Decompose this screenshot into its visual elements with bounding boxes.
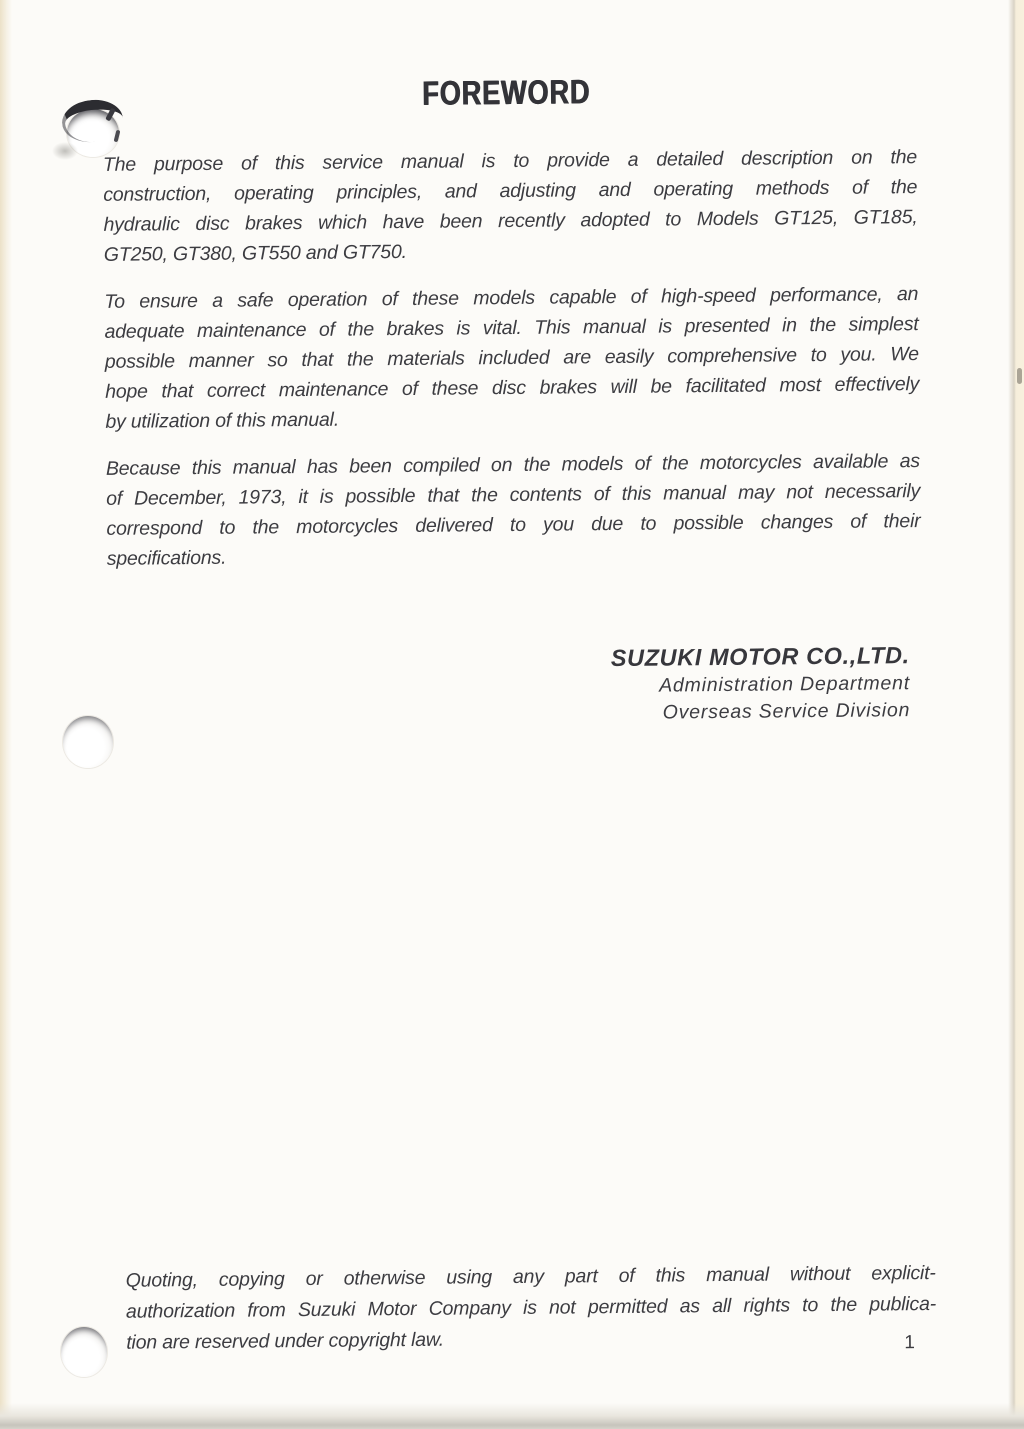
paragraph-maintenance xyxy=(104,279,919,437)
text-line: by utilization of this manual. xyxy=(105,408,340,433)
text-line: Quoting, copying or otherwise using any part of this manual without explicit- xyxy=(125,1261,936,1292)
text-line: hydraulic disc brakes which have been recently adopted to Models GT125, GT185, xyxy=(103,206,918,236)
text-line: specifications. xyxy=(106,546,227,570)
text-line: Because this manual has been compiled on the models of the motorcycles available as xyxy=(105,450,920,480)
page-title xyxy=(0,69,1018,118)
paragraph-purpose xyxy=(103,142,918,270)
text-line: correspond to the motorcycles delivered to you due to possible changes of their xyxy=(106,510,921,540)
text-line: adequate maintenance of the brakes is vital. This manual is presented in the simplest xyxy=(104,313,919,343)
text-line: GT250, GT380, GT550 and GT750. xyxy=(103,240,407,266)
text-line: tion are reserved under copyright law. xyxy=(126,1328,444,1354)
text-line: authorization from Suzuki Motor Company is not permitted as all rights to the publica- xyxy=(125,1292,937,1323)
page-title-text: FOREWORD xyxy=(422,73,591,113)
foreword-body xyxy=(103,142,921,591)
text-line: hope that correct maintenance of these disc brakes will be facilitated most effectively xyxy=(105,373,920,403)
page-number: 1 xyxy=(904,1332,916,1354)
text-line: of December, 1973, it is possible that the contents of this manual may not necessarily xyxy=(106,480,921,510)
text-line: The purpose of this service manual is to provide a detailed description on the xyxy=(102,146,918,176)
signature-block xyxy=(420,640,911,729)
text-line: construction, operating principles, and adjusting and operating methods of the xyxy=(103,176,918,206)
division-name: Overseas Service Division xyxy=(662,699,911,724)
company-name: SUZUKI MOTOR CO.,LTD. xyxy=(610,642,910,672)
department-name: Administration Department xyxy=(659,672,911,697)
text-line: possible manner so that the materials included are easily comprehensive to you. We xyxy=(104,343,919,373)
text-line: To ensure a safe operation of these models capable of high-speed performance, an xyxy=(104,283,919,313)
copyright-notice xyxy=(126,1258,937,1359)
paragraph-disclaimer xyxy=(106,446,921,574)
